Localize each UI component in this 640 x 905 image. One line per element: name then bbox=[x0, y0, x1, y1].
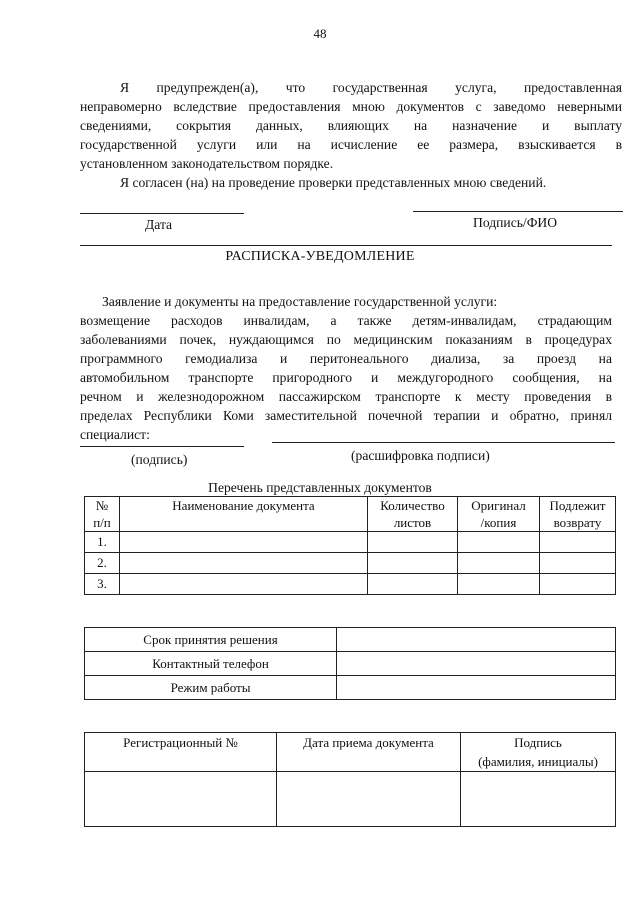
header-reg-number-line: Регистрационный № bbox=[123, 735, 238, 750]
documents-table-caption: Перечень представленных документов bbox=[208, 480, 432, 495]
specialist-signature-line bbox=[80, 446, 244, 447]
specialist-decoding-line bbox=[272, 442, 615, 443]
header-sheets-line: листов bbox=[393, 515, 432, 530]
warning-line: установленном законодательством порядке. bbox=[80, 156, 334, 171]
receipt-line: специалист: bbox=[80, 427, 150, 442]
warning-line: сведениями, сокрытия данных, влияющих на назначение и выплату bbox=[80, 118, 622, 133]
consent-text: Я согласен (на) на проведение проверки представленных мною сведений. bbox=[120, 175, 547, 190]
signature-label: Подпись/ФИО bbox=[473, 215, 558, 230]
row-sheets-cell[interactable] bbox=[368, 553, 458, 574]
receipt-date-cell[interactable] bbox=[277, 772, 461, 827]
row-returnable-cell[interactable] bbox=[540, 553, 616, 574]
contact-phone-value[interactable] bbox=[337, 652, 616, 676]
header-signature bbox=[461, 733, 616, 772]
signature-line bbox=[413, 211, 623, 212]
header-original-line: Оригинал bbox=[471, 498, 526, 513]
header-reg-number bbox=[85, 733, 277, 772]
table-row bbox=[85, 532, 616, 553]
date-label: Дата bbox=[145, 217, 173, 232]
header-returnable-line: возврату bbox=[553, 515, 602, 530]
table-row bbox=[85, 574, 616, 595]
header-sheets bbox=[368, 497, 458, 532]
row-num: 1. bbox=[85, 532, 120, 553]
page-number: 48 bbox=[313, 26, 327, 41]
header-original-line: /копия bbox=[480, 515, 517, 530]
receipt-line: пределах Республики Коми заместительной почечной терапии и обратно, принял bbox=[80, 408, 612, 423]
row-original-cell[interactable] bbox=[458, 553, 540, 574]
header-num bbox=[85, 497, 120, 532]
signature-caption: (подпись) bbox=[131, 452, 188, 467]
row-returnable-cell[interactable] bbox=[540, 574, 616, 595]
reg-number-cell[interactable] bbox=[85, 772, 277, 827]
registration-header-row bbox=[85, 733, 616, 772]
warning-line: Я предупрежден(а), что государственная услуга, предоставленная bbox=[120, 80, 622, 95]
signature-cell[interactable] bbox=[461, 772, 616, 827]
header-receipt-date-line: Дата приема документа bbox=[303, 735, 434, 750]
header-receipt-date bbox=[277, 733, 461, 772]
header-name-line: Наименование документа bbox=[172, 498, 315, 513]
decision-term-value[interactable] bbox=[337, 628, 616, 652]
receipt-line: заболеваниями почек, нуждающимся по медицинским показаниям в процедурах bbox=[80, 332, 612, 347]
info-table bbox=[84, 627, 616, 700]
info-row bbox=[85, 676, 616, 700]
receipt-line: Заявление и документы на предоставление государственной услуги: bbox=[102, 294, 498, 309]
decision-term-label: Срок принятия решения bbox=[85, 628, 337, 652]
row-name-cell[interactable] bbox=[120, 532, 368, 553]
registration-row bbox=[85, 772, 616, 827]
header-num-line: п/п bbox=[93, 515, 111, 530]
registration-table bbox=[84, 732, 616, 827]
header-num-line: № bbox=[95, 498, 109, 513]
receipt-line: автомобильном транспорте пригородного и междугородного сообщения, на bbox=[80, 370, 612, 385]
header-signature-line: Подпись bbox=[514, 735, 562, 750]
separator-line bbox=[80, 245, 612, 246]
header-sheets-line: Количество bbox=[380, 498, 445, 513]
header-returnable bbox=[540, 497, 616, 532]
row-original-cell[interactable] bbox=[458, 532, 540, 553]
date-line bbox=[80, 213, 244, 214]
documents-header-row bbox=[85, 497, 616, 532]
working-hours-label: Режим работы bbox=[85, 676, 337, 700]
receipt-title: РАСПИСКА-УВЕДОМЛЕНИЕ bbox=[225, 249, 415, 264]
row-num: 3. bbox=[85, 574, 120, 595]
header-original bbox=[458, 497, 540, 532]
contact-phone-label: Контактный телефон bbox=[85, 652, 337, 676]
info-row bbox=[85, 628, 616, 652]
receipt-line: возмещение расходов инвалидам, а также детям-инвалидам, страдающим bbox=[80, 313, 612, 328]
row-sheets-cell[interactable] bbox=[368, 532, 458, 553]
decoding-caption: (расшифровка подписи) bbox=[351, 448, 490, 463]
header-name bbox=[120, 497, 368, 532]
info-row bbox=[85, 652, 616, 676]
table-row bbox=[85, 553, 616, 574]
row-name-cell[interactable] bbox=[120, 574, 368, 595]
warning-line: неправомерно вследствие предоставления мною документов с заведомо неверными bbox=[80, 99, 622, 114]
warning-paragraph bbox=[80, 78, 622, 192]
row-original-cell[interactable] bbox=[458, 574, 540, 595]
working-hours-value[interactable] bbox=[337, 676, 616, 700]
warning-line: государственной услуги или на исчисление ее размера, взыскивается в bbox=[80, 137, 622, 152]
row-name-cell[interactable] bbox=[120, 553, 368, 574]
row-returnable-cell[interactable] bbox=[540, 532, 616, 553]
receipt-paragraph bbox=[80, 292, 612, 444]
receipt-line: программного гемодиализа и перитонеального диализа, за проезд на bbox=[80, 351, 612, 366]
header-signature-line: (фамилия, инициалы) bbox=[478, 754, 598, 769]
receipt-line: речном и железнодорожном пассажирском транспорте к месту проведения в bbox=[80, 389, 612, 404]
header-returnable-line: Подлежит bbox=[549, 498, 606, 513]
documents-table bbox=[84, 496, 616, 595]
row-num: 2. bbox=[85, 553, 120, 574]
row-sheets-cell[interactable] bbox=[368, 574, 458, 595]
